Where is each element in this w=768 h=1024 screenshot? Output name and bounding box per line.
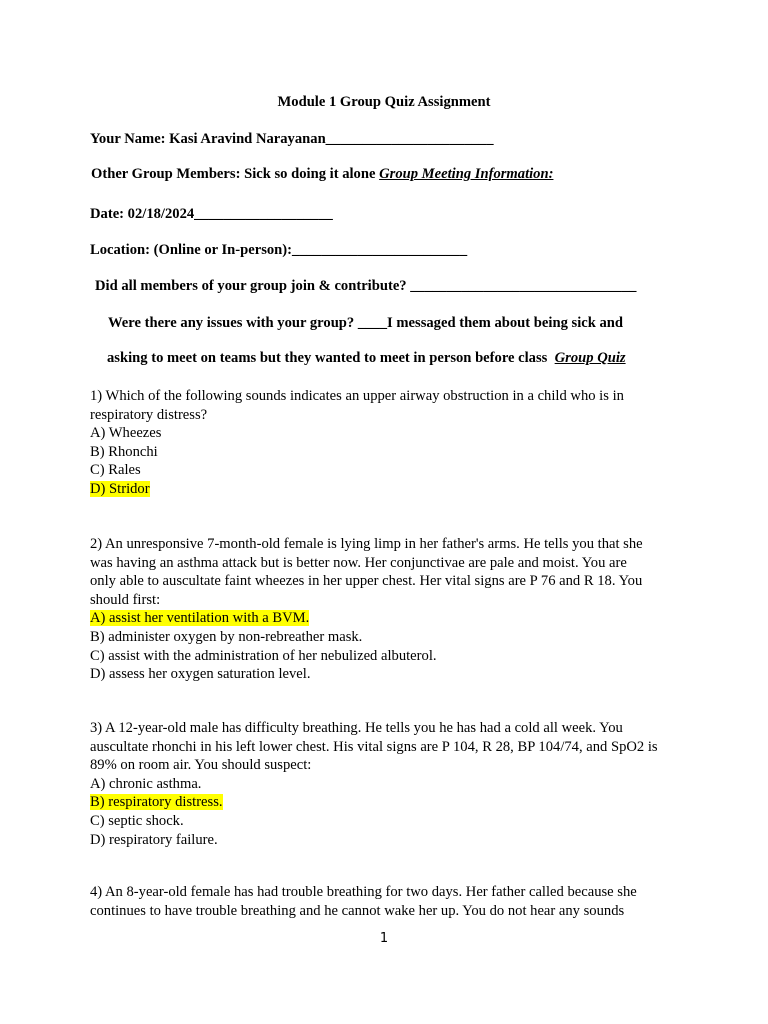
issues-line-2 xyxy=(107,349,626,367)
page-number: 1 xyxy=(379,931,389,946)
issues-line-1: Were there any issues with your group? ____I messaged them about being sick and xyxy=(108,315,624,331)
question-1 xyxy=(90,387,690,499)
group-members-text: Other Group Members: Sick so doing it alone xyxy=(91,166,380,182)
question-text: continues to have trouble breathing and he cannot wake her up. You do not hear any sounds xyxy=(90,902,625,919)
question-3 xyxy=(90,719,690,849)
selected-answer: D) Stridor xyxy=(90,480,150,497)
answer-option: A) Wheezes xyxy=(90,425,162,442)
answer-option: A) chronic asthma. xyxy=(90,775,202,792)
selected-answer: A) assist her ventilation with a BVM. xyxy=(90,610,310,627)
group-quiz-heading: Group Quiz xyxy=(554,350,626,366)
question-text: 89% on room air. You should suspect: xyxy=(90,757,312,774)
selected-answer: B) respiratory distress. xyxy=(90,794,223,811)
group-meeting-info-heading: Group Meeting Information: xyxy=(379,166,554,182)
answer-option: D) respiratory failure. xyxy=(90,831,218,848)
question-text: 4) An 8-year-old female has had trouble breathing for two days. Her father called because she xyxy=(90,884,637,900)
answer-option: C) septic shock. xyxy=(90,812,184,829)
question-text: 1) Which of the following sounds indicates an upper airway obstruction in a child who is in xyxy=(90,388,624,404)
question-text: should first: xyxy=(90,591,161,608)
answer-option: D) assess her oxygen saturation level. xyxy=(90,666,311,683)
date-line: Date: 02/18/2024___________________ xyxy=(90,206,333,222)
question-4 xyxy=(90,883,690,920)
answer-option: C) Rales xyxy=(90,462,141,479)
question-text: only able to auscultate faint wheezes in her upper chest. Her vital signs are P 76 and R 18. You xyxy=(90,573,643,590)
page-title: Module 1 Group Quiz Assignment xyxy=(277,94,491,110)
issues-line-2-text: asking to meet on teams but they wanted to meet in person before class xyxy=(107,350,555,366)
answer-option: B) administer oxygen by non-rebreather mask. xyxy=(90,628,363,645)
question-text: 2) An unresponsive 7-month-old female is lying limp in her father's arms. He tells you that she xyxy=(90,536,643,552)
group-members-line xyxy=(91,165,553,183)
answer-option: C) assist with the administration of her nebulized albuterol. xyxy=(90,647,437,664)
question-text: auscultate rhonchi in his left lower chest. His vital signs are P 104, R 28, BP 104/74, and SpO2 is xyxy=(90,738,658,755)
question-text: respiratory distress? xyxy=(90,406,208,423)
question-text: was having an asthma attack but is better now. Her conjunctivae are pale and moist. You are xyxy=(90,554,627,571)
question-2 xyxy=(90,535,690,684)
answer-option: B) Rhonchi xyxy=(90,443,158,460)
location-line: Location: (Online or In-person):________________________ xyxy=(90,242,468,258)
question-text: 3) A 12-year-old male has difficulty breathing. He tells you he has had a cold all week. You xyxy=(90,720,623,736)
join-contribute-line: Did all members of your group join & contribute? _______________________________ xyxy=(95,278,637,294)
name-line: Your Name: Kasi Aravind Narayanan_______________________ xyxy=(90,131,494,147)
